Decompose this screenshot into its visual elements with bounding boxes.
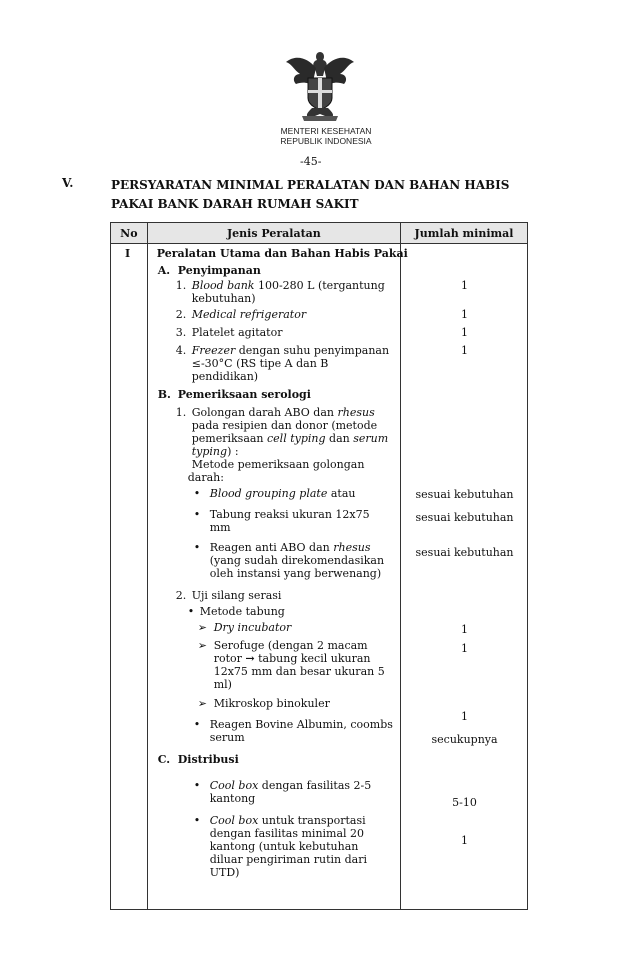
bullet-icon: • bbox=[193, 718, 201, 731]
header-jenis: Jenis Peralatan bbox=[147, 223, 400, 244]
list-item: Platelet agitator bbox=[191, 326, 283, 339]
list-item: Dry incubator bbox=[213, 621, 292, 634]
section-number: V. bbox=[62, 176, 74, 190]
list-item bbox=[210, 814, 366, 827]
quantity-value: 1 bbox=[461, 326, 469, 339]
section-b-letter: B. bbox=[157, 388, 171, 401]
row-title: Peralatan Utama dan Bahan Habis Pakai bbox=[156, 247, 408, 260]
quantity-value: secukupnya bbox=[431, 733, 498, 746]
row-number: I bbox=[125, 247, 131, 260]
item-text bbox=[214, 652, 371, 665]
list-item: Tabung reaksi ukuran 12x75 bbox=[209, 508, 370, 521]
item-italic: rhesus bbox=[337, 406, 375, 419]
item-italic: Freezer bbox=[191, 344, 236, 357]
item-text: untuk transportasi bbox=[258, 814, 366, 827]
item-italic: typing bbox=[191, 445, 228, 458]
garuda-emblem-icon bbox=[282, 46, 358, 124]
item-text bbox=[192, 432, 388, 445]
item-italic: Cool box bbox=[209, 779, 259, 792]
quantity-value: 1 bbox=[461, 308, 469, 321]
quantity-value: 1 bbox=[461, 834, 469, 847]
arrow-bullet-icon: ➢ bbox=[197, 639, 207, 652]
quantity-value: 1 bbox=[461, 279, 469, 292]
equipment-cell bbox=[147, 244, 408, 910]
item-text: dengan suhu penyimpanan bbox=[235, 344, 390, 357]
item-text bbox=[192, 445, 239, 458]
quantity-value: 1 bbox=[461, 710, 469, 723]
item-text: ) : bbox=[227, 445, 239, 458]
item-italic: Blood bank bbox=[191, 279, 255, 292]
ministry-line2: REPUBLIK INDONESIA bbox=[280, 136, 372, 146]
item-text: ≤-30°C (RS tipe A dan B bbox=[191, 357, 329, 370]
header-no: No bbox=[111, 223, 148, 244]
item-italic: Cool box bbox=[209, 814, 259, 827]
item-text: pada resipien dan donor (metode bbox=[191, 419, 378, 432]
ministry-line1: MENTERI KESEHATAN bbox=[280, 126, 372, 136]
item-num: 1. bbox=[175, 279, 187, 292]
list-item: Metode tabung bbox=[199, 605, 285, 618]
item-text: Golongan darah ABO dan bbox=[191, 406, 338, 419]
item-num: 1. bbox=[175, 406, 187, 419]
item-text: atau bbox=[327, 487, 356, 500]
section-a-title: Penyimpanan bbox=[177, 264, 261, 277]
item-text: 100-280 L (tergantung bbox=[254, 279, 385, 292]
quantity-value: 1 bbox=[461, 642, 469, 655]
item-text: (yang sudah direkomendasikan bbox=[209, 554, 385, 567]
list-item bbox=[192, 344, 389, 357]
right-arrow-icon: → bbox=[245, 652, 255, 665]
item-italic: cell typing bbox=[267, 432, 326, 445]
bullet-icon: • bbox=[193, 779, 201, 792]
item-text: 12x75 mm dan besar ukuran 5 bbox=[213, 665, 385, 678]
section-c-title: Distribusi bbox=[177, 753, 239, 766]
arrow-bullet-icon: ➢ bbox=[197, 697, 207, 710]
list-item: Medical refrigerator bbox=[191, 308, 307, 321]
row-number-cell bbox=[111, 244, 148, 910]
item-num: 3. bbox=[175, 326, 187, 339]
item-text: oleh instansi yang berwenang) bbox=[209, 567, 382, 580]
item-text: kantong bbox=[209, 792, 256, 805]
quantity-value: 5-10 bbox=[452, 796, 477, 809]
list-item bbox=[210, 487, 356, 500]
list-item: Uji silang serasi bbox=[191, 589, 282, 602]
item-text: Metode pemeriksaan golongan bbox=[191, 458, 365, 471]
item-text: darah: bbox=[187, 471, 224, 484]
section-b-title: Pemeriksaan serologi bbox=[177, 388, 311, 401]
quantity-value: sesuai kebutuhan bbox=[415, 488, 514, 501]
table-header-row bbox=[111, 223, 528, 244]
item-text: kebutuhan) bbox=[191, 292, 256, 305]
list-item bbox=[210, 541, 371, 554]
quantity-value: 1 bbox=[461, 344, 469, 357]
list-item: Reagen Bovine Albumin, coombs bbox=[209, 718, 393, 731]
arrow-bullet-icon: ➢ bbox=[197, 621, 207, 634]
item-text: tabung kecil ukuran bbox=[254, 652, 371, 665]
quantity-value: sesuai kebutuhan bbox=[415, 511, 514, 524]
bullet-icon: • bbox=[187, 605, 195, 618]
item-text: kantong (untuk kebutuhan bbox=[209, 840, 359, 853]
bullet-icon: • bbox=[193, 487, 201, 500]
list-item: Serofuge (dengan 2 macam bbox=[213, 639, 368, 652]
item-text: pemeriksaan bbox=[191, 432, 268, 445]
item-num: 4. bbox=[175, 344, 187, 357]
item-text: dengan fasilitas minimal 20 bbox=[209, 827, 365, 840]
item-text: dengan fasilitas 2-5 bbox=[258, 779, 372, 792]
list-item bbox=[192, 406, 375, 419]
list-item: Mikroskop binokuler bbox=[213, 697, 330, 710]
item-num: 2. bbox=[175, 308, 187, 321]
quantity-value: sesuai kebutuhan bbox=[415, 546, 514, 559]
item-text: dan bbox=[325, 432, 354, 445]
item-text: ml) bbox=[213, 678, 232, 691]
item-text: serum bbox=[209, 731, 245, 744]
item-italic: rhesus bbox=[333, 541, 371, 554]
item-text: rotor bbox=[213, 652, 246, 665]
section-a-letter: A. bbox=[157, 264, 171, 277]
header-jumlah: Jumlah minimal bbox=[401, 223, 528, 244]
item-text: UTD) bbox=[209, 866, 240, 879]
bullet-icon: • bbox=[193, 814, 201, 827]
section-title: PERSYARATAN MINIMAL PERALATAN DAN BAHAN HABIS PAKAI BANK DARAH RUMAH SAKIT bbox=[111, 178, 510, 211]
list-item bbox=[210, 779, 372, 792]
bullet-icon: • bbox=[193, 508, 201, 521]
item-num: 2. bbox=[175, 589, 187, 602]
quantity-value: 1 bbox=[461, 623, 469, 636]
item-text: pendidikan) bbox=[191, 370, 259, 383]
item-italic: serum bbox=[353, 432, 389, 445]
item-text: mm bbox=[209, 521, 231, 534]
ministry-name bbox=[270, 126, 382, 146]
item-text: Reagen anti ABO dan bbox=[209, 541, 334, 554]
bullet-icon: • bbox=[193, 541, 201, 554]
quantity-cell bbox=[401, 244, 528, 910]
page-number: -45- bbox=[300, 155, 322, 168]
equipment-table bbox=[110, 222, 528, 910]
list-item bbox=[192, 279, 385, 292]
section-c-letter: C. bbox=[157, 753, 171, 766]
table-row bbox=[111, 244, 528, 910]
item-text: diluar pengiriman rutin dari bbox=[209, 853, 367, 866]
item-italic: Blood grouping plate bbox=[209, 487, 328, 500]
